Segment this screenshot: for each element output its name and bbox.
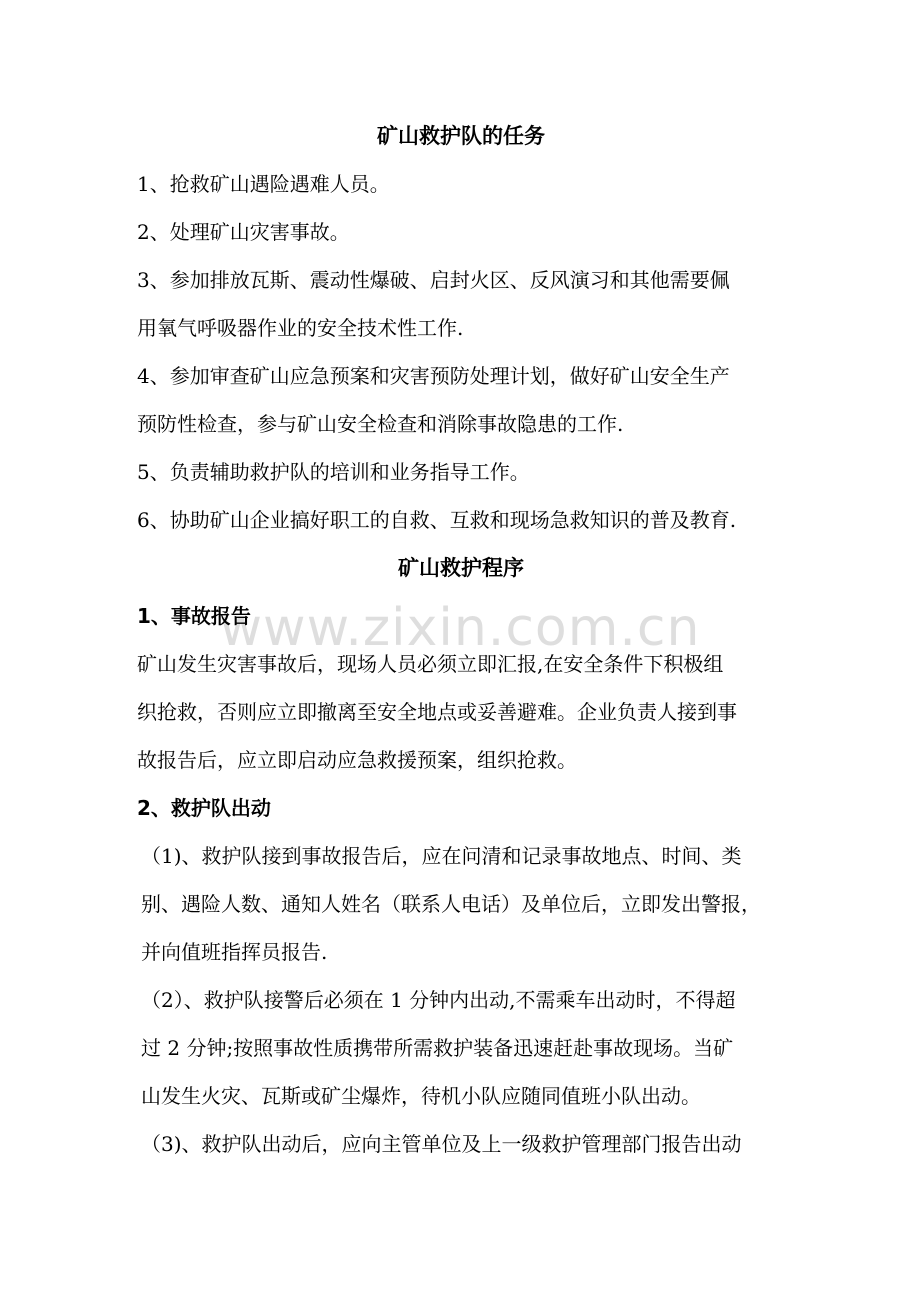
task-line: 6、协助矿山企业搞好职工的自救、互救和现场急救知识的普及教育. xyxy=(137,508,737,532)
task-line: 2、处理矿山灾害事故。 xyxy=(137,220,350,244)
task-line: 1、抢救矿山遇险遇难人员。 xyxy=(137,172,390,196)
paragraph-line: 山发生火灾、瓦斯或矿尘爆炸，待机小队应随同值班小队出动。 xyxy=(141,1084,701,1108)
dispatch-item-1 xyxy=(137,832,785,976)
section-team-dispatch xyxy=(137,784,785,1168)
paragraph-line: 并向值班指挥员报告. xyxy=(141,940,328,964)
section-heading: 1、事故报告 xyxy=(137,604,251,628)
section-heading: 2、救护队出动 xyxy=(137,796,271,820)
task-item-2 xyxy=(137,208,785,256)
paragraph-line: （2）、救护队接警后必须在 1 分钟内出动,不需乘车出动时，不得超 xyxy=(141,988,736,1012)
task-item-1 xyxy=(137,160,785,208)
task-line: 4、参加审查矿山应急预案和灾害预防处理计划，做好矿山安全生产 xyxy=(137,364,730,388)
paragraph-line: 织抢救，否则应立即撤离至安全地点或妥善避难。企业负责人接到事 xyxy=(137,700,737,724)
task-line: 用氧气呼吸器作业的安全技术性工作. xyxy=(137,316,464,340)
section-paragraph xyxy=(137,640,785,784)
task-list xyxy=(137,160,785,544)
task-item-4 xyxy=(137,352,785,448)
watermark: www.zixin.com.cn xyxy=(219,598,701,658)
paragraph-line: 过 2 分钟;按照事故性质携带所需救护装备迅速赶赴事故现场。当矿 xyxy=(141,1036,734,1060)
dispatch-item-3 xyxy=(137,1120,785,1168)
task-line: 预防性检查，参与矿山安全检查和消除事故隐患的工作. xyxy=(137,412,624,436)
task-item-5 xyxy=(137,448,785,496)
section-accident-report xyxy=(137,592,785,784)
task-item-6 xyxy=(137,496,785,544)
document-body xyxy=(137,112,785,1168)
paragraph-line: 故报告后，应立即启动应急救援预案，组织抢救。 xyxy=(137,748,577,772)
paragraph-line: 别、遇险人数、通知人姓名（联系人电话）及单位后，立即发出警报， xyxy=(141,892,761,916)
paragraph-line: 矿山发生灾害事故后，现场人员必须立即汇报,在安全条件下积极组 xyxy=(137,652,724,676)
paragraph-line: （1)、救护队接到事故报告后，应在问清和记录事故地点、时间、类 xyxy=(141,844,742,868)
paragraph-line: （3)、救护队出动后，应向主管单位及上一级救护管理部门报告出动 xyxy=(141,1132,742,1156)
task-line: 3、参加排放瓦斯、震动性爆破、启封火区、反风演习和其他需要佩 xyxy=(137,268,730,292)
dispatch-item-2 xyxy=(137,976,785,1120)
task-line: 5、负责辅助救护队的培训和业务指导工作。 xyxy=(137,460,530,484)
title-rescue-procedure: 矿山救护程序 xyxy=(398,556,524,580)
task-item-3 xyxy=(137,256,785,352)
title-rescue-team-tasks: 矿山救护队的任务 xyxy=(377,124,545,148)
